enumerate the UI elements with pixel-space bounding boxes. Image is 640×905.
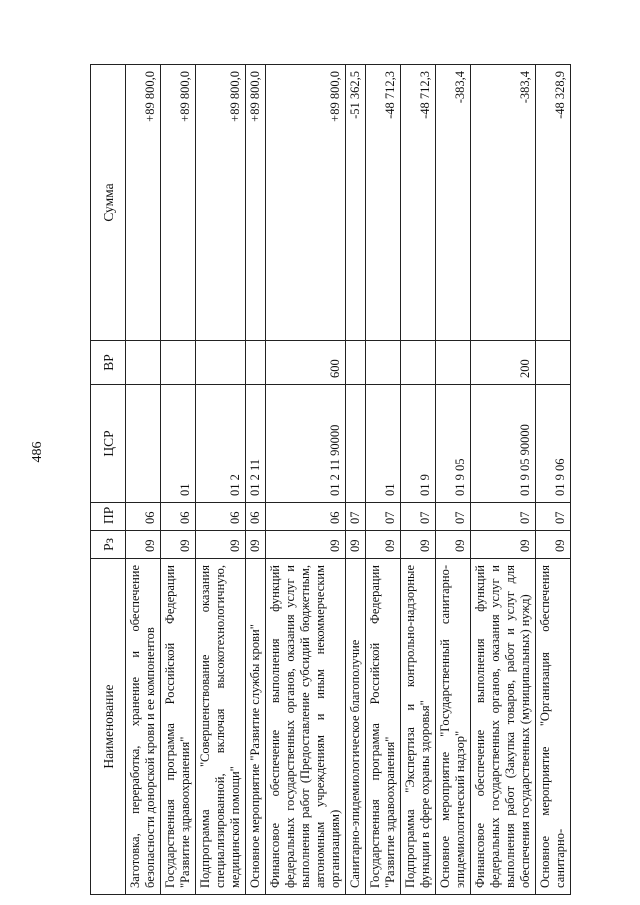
row-csr: 01 9 06 [536,385,571,503]
row-csr [126,385,161,503]
table-row [266,65,346,895]
header-vr: ВР [91,341,126,385]
row-csr: 01 [366,385,401,503]
row-csr: 01 2 11 90000 [266,385,346,503]
header-name: Наименование [91,559,126,895]
row-name: Заготовка, переработка, хранение и обеспечение безопасности донорской крови и ее компонентов [126,559,161,895]
row-sum: +89 800,0 [246,65,266,341]
row-pr: 07 [536,503,571,531]
row-sum: -51 362,5 [346,65,366,341]
row-csr: 01 9 05 [436,385,471,503]
row-rz: 09 [161,531,196,559]
row-name: Финансовое обеспечение выполнения функций федеральных государственных органов, оказания услуг и выполнения работ (Закупка товаров, работ и услуг для обеспечения государственных (муниципальных) нужд) [471,559,536,895]
row-rz: 09 [246,531,266,559]
row-pr: 07 [436,503,471,531]
table-row [246,65,266,895]
row-vr [346,341,366,385]
row-pr: 06 [246,503,266,531]
table-row [196,65,246,895]
row-rz: 09 [536,531,571,559]
table-row [436,65,471,895]
row-name: Основное мероприятие "Государственный санитарно-эпидемиологический надзор" [436,559,471,895]
row-sum: -383,4 [436,65,471,341]
table-header-row [91,65,126,895]
row-rz: 09 [266,531,346,559]
row-vr [536,341,571,385]
row-sum: -48 712,3 [366,65,401,341]
header-csr: ЦСР [91,385,126,503]
row-rz: 09 [436,531,471,559]
table-row [161,65,196,895]
row-pr: 06 [196,503,246,531]
table-row [536,65,571,895]
row-vr [366,341,401,385]
row-csr [346,385,366,503]
row-name: Основное мероприятие "Организация обеспечения санитарно- [536,559,571,895]
table-row [126,65,161,895]
row-sum: -48 712,3 [401,65,436,341]
row-rz: 09 [366,531,401,559]
row-pr: 06 [161,503,196,531]
row-vr [401,341,436,385]
row-csr: 01 [161,385,196,503]
row-pr: 07 [366,503,401,531]
table-row [401,65,436,895]
budget-table [90,64,571,895]
rotated-page [90,65,630,895]
row-csr: 01 9 [401,385,436,503]
row-pr: 07 [346,503,366,531]
row-vr: 600 [266,341,346,385]
row-sum: -383,4 [471,65,536,341]
row-name: Государственная программа Российской Федерации "Развитие здравоохранения" [161,559,196,895]
row-pr: 06 [266,503,346,531]
header-rz: Рз [91,531,126,559]
table-row [366,65,401,895]
row-pr: 07 [471,503,536,531]
row-rz: 09 [196,531,246,559]
row-csr: 01 2 [196,385,246,503]
row-name: Подпрограмма "Совершенствование оказания специализированной, включая высокотехнологичную, медицинской помощи" [196,559,246,895]
row-vr: 200 [471,341,536,385]
row-vr [436,341,471,385]
row-vr [126,341,161,385]
row-sum: +89 800,0 [266,65,346,341]
row-rz: 09 [126,531,161,559]
row-name: Основное мероприятие "Развитие службы крови" [246,559,266,895]
row-sum: +89 800,0 [126,65,161,341]
row-rz: 09 [471,531,536,559]
page-number: 486 [30,441,45,463]
row-sum: +89 800,0 [196,65,246,341]
row-pr: 07 [401,503,436,531]
row-vr [246,341,266,385]
row-name: Подпрограмма "Экспертиза и контрольно-надзорные функции в сфере охраны здоровья" [401,559,436,895]
table-row [471,65,536,895]
row-name: Санитарно-эпидемиологическое благополучие [346,559,366,895]
row-rz: 09 [346,531,366,559]
row-name: Финансовое обеспечение выполнения функций федеральных государственных органов, оказания услуг и выполнения работ (Предоставление субсидий бюджетным, автономным учреждениям и иным некоммерческим организациям) [266,559,346,895]
row-vr [196,341,246,385]
row-sum: +89 800,0 [161,65,196,341]
row-csr: 01 2 11 [246,385,266,503]
row-sum: -48 328,9 [536,65,571,341]
header-pr: ПР [91,503,126,531]
table-row [346,65,366,895]
header-sum: Сумма [91,65,126,341]
row-rz: 09 [401,531,436,559]
row-name: Государственная программа Российской Федерации "Развитие здравоохранения" [366,559,401,895]
row-pr: 06 [126,503,161,531]
row-csr: 01 9 05 90000 [471,385,536,503]
row-vr [161,341,196,385]
